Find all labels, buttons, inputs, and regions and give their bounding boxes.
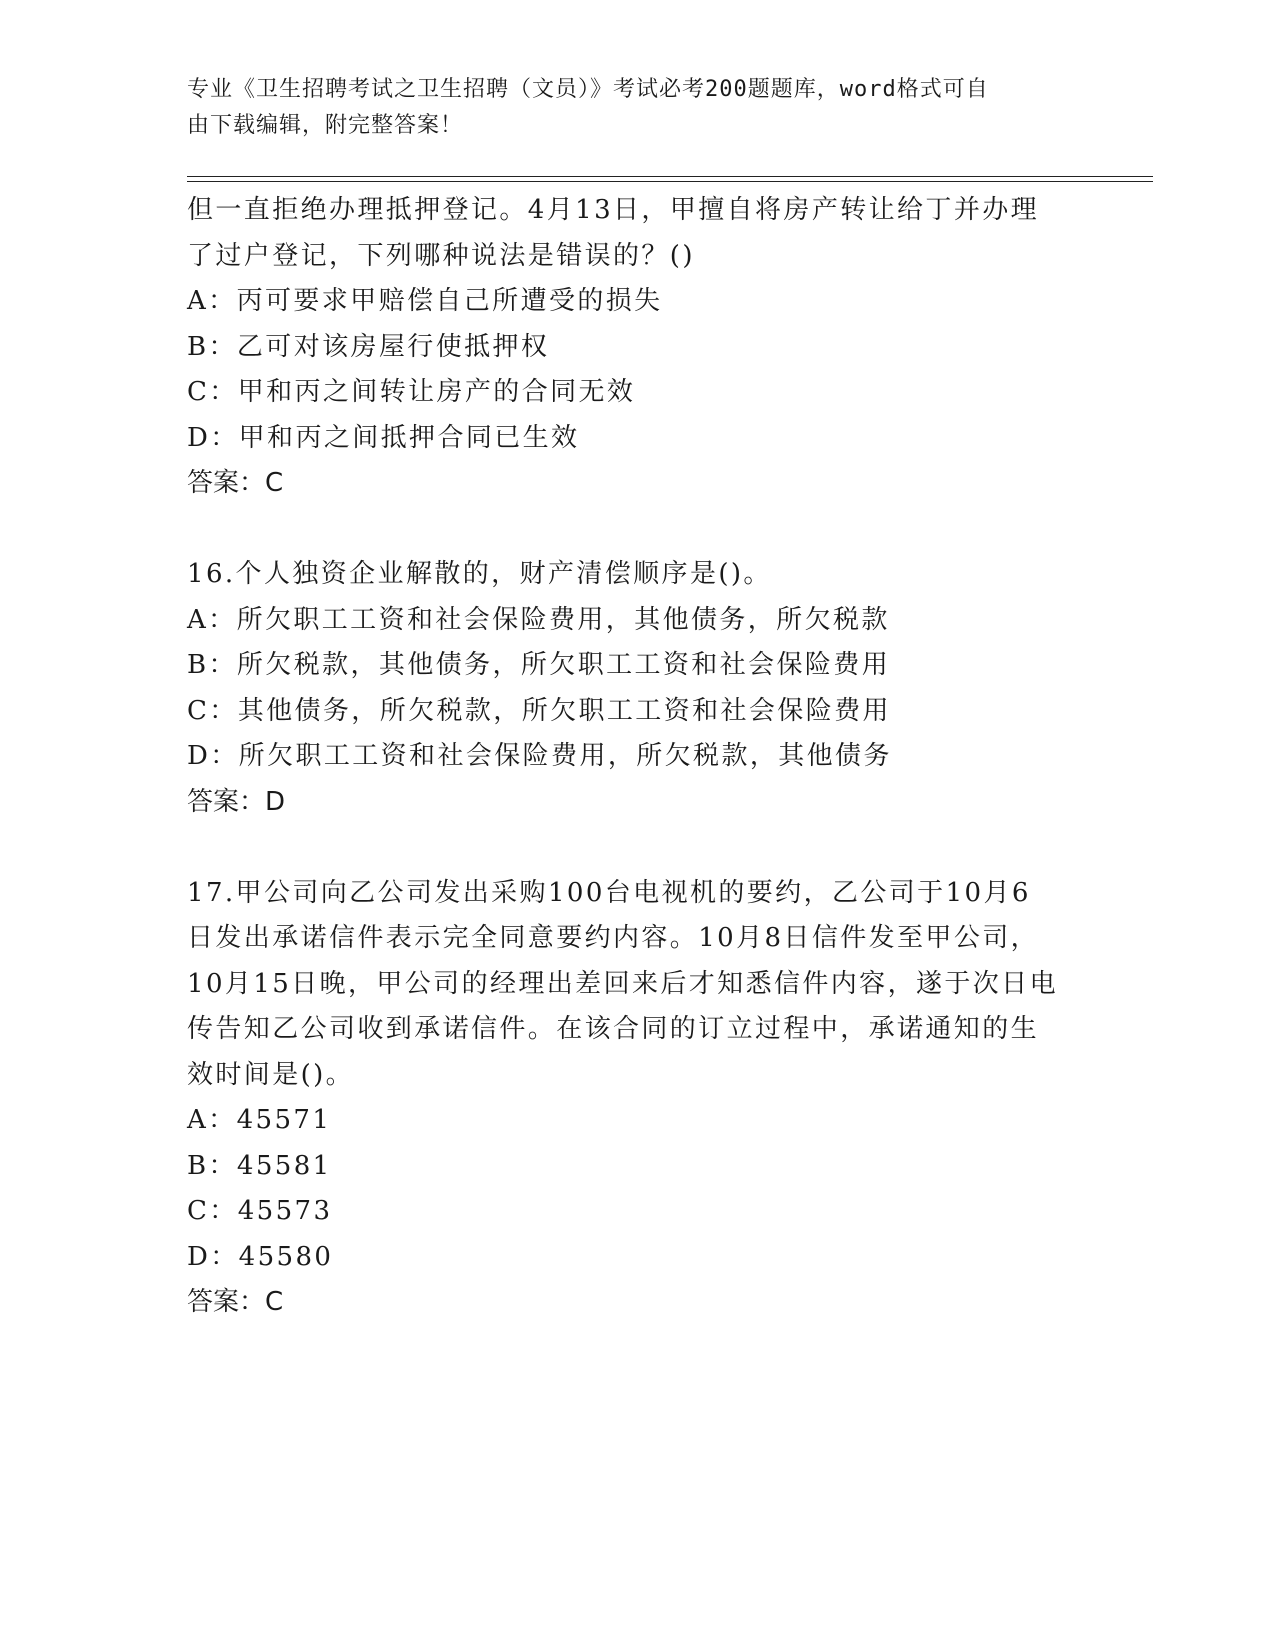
header-line-1: 专业《卫生招聘考试之卫生招聘（文员）》考试必考200题题库，word格式可自 — [187, 77, 989, 102]
option-a: A：45571 — [187, 1105, 332, 1135]
option-b: B：乙可对该房屋行使抵押权 — [187, 331, 550, 362]
option-c: C：45573 — [187, 1196, 333, 1226]
question-16 — [187, 552, 1107, 825]
option-d: D：所欠职工工资和社会保险费用，所欠税款，其他债务 — [187, 741, 892, 771]
question-stem-line: 16.个人独资企业解散的，财产清偿顺序是()。 — [187, 559, 772, 589]
option-d: D：甲和丙之间抵押合同已生效 — [187, 422, 580, 453]
question-stem-line: 日发出承诺信件表示完全同意要约内容。10月8日信件发至甲公司， — [187, 923, 1040, 953]
question-stem-line: 但一直拒绝办理抵押登记。4月13日，甲擅自将房产转让给丁并办理 — [187, 195, 1040, 225]
header-divider-top — [187, 176, 1153, 177]
question-stem-line: 了过户登记，下列哪种说法是错误的？() — [187, 240, 695, 271]
question-15 — [187, 188, 1107, 507]
question-17 — [187, 871, 1107, 1326]
question-spacer — [187, 507, 1107, 553]
option-c: C：甲和丙之间转让房产的合同无效 — [187, 377, 636, 407]
option-a: A：所欠职工工资和社会保险费用，其他债务，所欠税款 — [187, 604, 890, 635]
option-a: A：丙可要求甲赔偿自己所遭受的损失 — [187, 286, 663, 316]
question-stem-line: 传告知乙公司收到承诺信件。在该合同的订立过程中，承诺通知的生 — [187, 1014, 1040, 1044]
page-header — [187, 72, 1067, 144]
answer-line: 答案：D — [187, 786, 286, 817]
question-content — [187, 188, 1107, 1326]
question-stem-line: 效时间是()。 — [187, 1059, 355, 1090]
question-stem-line: 17.甲公司向乙公司发出采购100台电视机的要约，乙公司于10月6 — [187, 877, 1031, 908]
answer-line: 答案：C — [187, 468, 284, 498]
question-spacer — [187, 825, 1107, 871]
option-c: C：其他债务，所欠税款，所欠职工工资和社会保险费用 — [187, 695, 891, 726]
header-divider-bottom — [187, 181, 1153, 182]
question-stem-line: 10月15日晚，甲公司的经理出差回来后才知悉信件内容，遂于次日电 — [187, 968, 1058, 999]
option-b: B：45581 — [187, 1150, 332, 1181]
option-d: D：45580 — [187, 1241, 334, 1272]
header-line-2: 由下载编辑，附完整答案！ — [187, 113, 464, 138]
answer-line: 答案：C — [187, 1287, 284, 1317]
option-b: B：所欠税款，其他债务，所欠职工工资和社会保险费用 — [187, 650, 891, 680]
